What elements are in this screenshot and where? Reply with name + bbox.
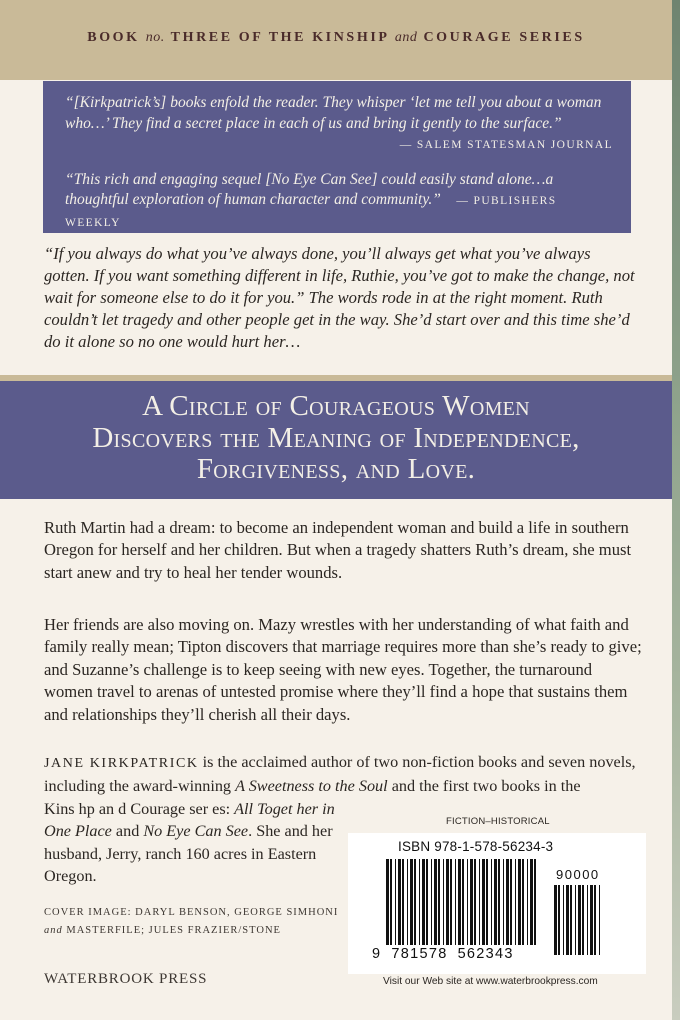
book-title-all-together: All Toget her in One Place: [44, 799, 335, 841]
review-2: [65, 170, 613, 234]
review-2-text: “This rich and engaging sequel [No Eye Can See] could easily stand alone…a thoughtful exploration of human character and community.”: [65, 170, 554, 208]
isbn-number: ISBN 978-1-578-56234-3: [398, 839, 554, 854]
publisher-website: Visit our Web site at www.waterbrookpress.com: [383, 976, 598, 987]
review-quotes-box: [43, 81, 631, 233]
author-bio: JANE KIRKPATRICK is the acclaimed author of two non-fiction books and seven novels, including the award-winning A Sweetness to the Soul and the first two books in the Kins hp an d Courage ser es: All Toget her in One Place and No Eye Can See. She and her husband, Jerry, ranch 160 acres in Eastern Oregon.: [44, 753, 636, 886]
synopsis-paragraph-2: Her friends are also moving on. Mazy wrestles with her understanding of what faith and family really mean; Tipton discovers that marriage requires more than she’s ready to give; and Suzanne’s challenge is to keep seeing with new eyes. Together, the turnaround women travel to arenas of untested promise where they’ll find a hope that sustains them and relationships they’ll cherish all their days.: [44, 615, 642, 724]
genre-label: FICTION–HISTORICAL: [446, 816, 550, 827]
review-2-source: — PUBLISHERS WEEKLY: [65, 195, 557, 229]
synopsis-paragraph-1: Ruth Martin had a dream: to become an independent woman and build a life in southern Oregon for herself and her children. But when a tragedy shatters Ruth’s dream, she must start anew and try to heal her tender wounds.: [44, 518, 632, 582]
book-title-no-eye: No Eye Can See: [143, 822, 249, 841]
author-name: JANE KIRKPATRICK: [44, 756, 199, 771]
barcode-digits: 9 781578 562343: [372, 946, 514, 962]
headline-line-1: A Circle of Courageous Women: [142, 390, 530, 422]
review-1-source: — SALEM STATESMAN JOURNAL: [399, 139, 613, 151]
series-banner: [0, 0, 672, 80]
headline-line-2: Discovers the Meaning of Independence,: [92, 421, 580, 454]
cover-image-credit: COVER IMAGE: DARYL BENSON, GEORGE SIMHONI and MASTERFILE; JULES FRAZIER/STONE: [44, 907, 339, 936]
headline-line-3: Forgiveness, and Love.: [196, 453, 476, 485]
headline-banner: [0, 381, 672, 499]
series-title: BOOK no. THREE OF THE KINSHIP and COURAGE SERIES: [87, 30, 585, 45]
price-code: 90000: [556, 867, 600, 882]
publisher-logo: WATERBROOK PRESS: [44, 971, 208, 987]
book-title-sweetness: A Sweetness to the Soul: [235, 777, 388, 796]
cover-edge-strip: [672, 0, 680, 1020]
barcode-panel: [348, 833, 646, 974]
review-1-text: “[Kirkpatrick’s] books enfold the reader. They whisper ‘let me tell you about a woman who…’ They find a secret place in each of us and bring it gently to the surface.”: [65, 94, 602, 132]
excerpt-quote: “If you always do what you’ve always done, you’ll always get what you’ve always gotten. If you want something different in life, Ruthie, you’ve got to make the change, not wait for someone else to do it for you.” The words rode in at the right moment. Ruth couldn’t let tragedy and other people get in the way. She’d start over and this time she’d do it alone so no one would hurt her…: [44, 244, 635, 351]
